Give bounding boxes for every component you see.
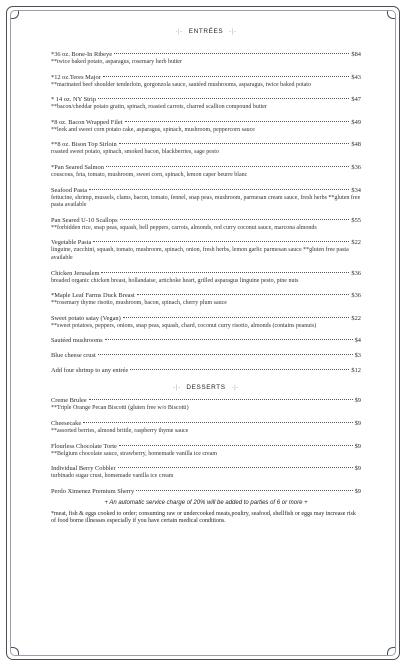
dot-leader: [137, 294, 350, 295]
menu-item: [51, 51, 361, 67]
ornament-icon: -|-: [229, 29, 237, 35]
menu-item-price: $55: [351, 216, 361, 224]
ornament-icon: -|-: [175, 29, 183, 35]
desserts-title: DESSERTS: [186, 384, 226, 392]
menu-item-row: [51, 420, 361, 428]
menu-item-name: **8 oz. Bison Top Sirloin: [51, 141, 117, 149]
service-charge-note: + An automatic service charge of 20% will be added to parties of 6 or more +: [104, 499, 308, 506]
menu-item-name: Sweet potato satay (Vegan): [51, 314, 121, 322]
dot-leader: [136, 490, 352, 491]
menu-item-description: **rosemary thyme risotto, mushroom, bacon, spinach, cherry plum sauce: [51, 300, 227, 307]
food-safety-footnote: *meat, fish & eggs cooked to order; consuming raw or undercooked meats,poultry, seafood, shellfish or eggs may increase risk of food borne illnesses especially if you have certain medical conditions.: [51, 510, 356, 525]
menu-item-row: [51, 367, 361, 375]
menu-item-price: $9: [354, 442, 361, 450]
menu-item-name: Cheesecake: [51, 419, 82, 427]
menu-item-name: Flourless Chocolate Torte: [51, 442, 117, 450]
menu-item-name: * 14 oz. NY Strip: [51, 96, 97, 104]
menu-item-description: **sweet potatoes, peppers, onions, snap peas, squash, chard, coconut curry risotto, almonds (contains peanuts): [51, 322, 317, 329]
menu-item: [51, 187, 361, 210]
menu-item-price: $22: [351, 239, 361, 247]
menu-item-row: [51, 141, 361, 149]
menu-item-name: Individual Berry Cobbler: [51, 465, 116, 473]
menu-item-description: **bacon/cheddar potato gratin, spinach, roasted carrots, charred scallion compound butter: [51, 104, 267, 111]
menu-item: [51, 352, 361, 360]
menu-item-row: [51, 465, 361, 473]
menu-item: [51, 465, 361, 481]
menu-item: [51, 420, 361, 436]
menu-item-row: [51, 187, 361, 195]
menu-item: [51, 315, 361, 331]
menu-item: [51, 367, 361, 375]
dot-leader: [93, 241, 349, 242]
menu-item-name: Blue cheese crust: [51, 352, 96, 360]
menu-item-name: *Pan Seared Salmon: [51, 163, 104, 171]
menu-item: [51, 270, 361, 286]
menu-item-row: [51, 488, 361, 496]
menu-item-price: $9: [354, 465, 361, 473]
dot-leader: [89, 399, 353, 400]
menu-item: [51, 337, 361, 345]
menu-item-price: $34: [351, 186, 361, 194]
menu-item: [51, 443, 361, 459]
menu-item-price: $22: [351, 314, 361, 322]
menu-item-row: [51, 337, 361, 345]
menu-item-description: fettucine, shrimp, mussels, clams, bacon, tomato, fennel, snap peas, mushroom, parmesan cream sauce, fresh herbs **gluten free pasta available: [51, 194, 361, 209]
menu-item-row: [51, 164, 361, 172]
menu-item-name: Sautéed mushrooms: [51, 337, 103, 345]
menu-item-description: linguine, zucchini, squash, tomato, mushroom, spinach, onion, fresh herbs, lemon garlic parmesan sauce **gluten free pasta available: [51, 247, 349, 261]
menu-item-price: $9: [354, 487, 361, 495]
menu-item-name: *12 oz.Teres Major: [51, 73, 101, 81]
menu-item-price: $9: [354, 397, 361, 405]
menu-item-price: $12: [351, 367, 361, 375]
dot-leader: [98, 354, 353, 355]
menu-item: [51, 292, 361, 308]
menu-item-row: [51, 315, 361, 323]
menu-item-row: [51, 96, 361, 104]
menu-item: [51, 74, 361, 90]
menu-item: [51, 397, 361, 413]
menu-item-name: Chicken Jerusalem: [51, 269, 100, 277]
menu-item-name: *8 oz. Bacon Wrapped Filet: [51, 118, 123, 126]
menu-item-row: [51, 217, 361, 225]
menu-item-description: **marinated beef shoulder tenderloin, gorgonzola sauce, sautéed mushrooms, asparagus, twice baked potato: [51, 81, 311, 88]
menu-item-description: **assorted berries, almond brittle, raspberry thyme sauce: [51, 427, 189, 434]
menu-item-description: **leek and sweet corn potato cake, asparagus, spinach, mushroom, peppercorn sauce: [51, 126, 255, 133]
desserts-heading: [51, 384, 361, 391]
menu-item: [51, 164, 361, 180]
entree-list: [51, 51, 361, 375]
menu-item-price: $47: [351, 96, 361, 104]
menu-item-description: roasted sweet potato, spinach, smoked bacon, blackberries, sage pesto: [51, 149, 219, 156]
dot-leader: [119, 143, 350, 144]
menu-item-description: **Triple Orange Pecan Biscotti (gluten free w/o Biscotti): [51, 405, 189, 412]
dot-leader: [120, 219, 350, 220]
menu-item-name: Add four shrimp to any entrée: [51, 367, 129, 375]
menu-item: [51, 96, 361, 112]
menu-content: [51, 28, 361, 526]
menu-item-name: Pan Seared U-10 Scallops: [51, 216, 118, 224]
dot-leader: [114, 53, 349, 54]
menu-item-description: **twice baked potato, asparagus, rosemary herb butter: [51, 59, 182, 65]
entrees-title: ENTRÉES: [188, 28, 224, 35]
menu-item: [51, 239, 361, 262]
dot-leader: [123, 317, 350, 318]
menu-item-row: [51, 119, 361, 127]
menu-item-name: Perdo Ximenez Premium Sherry: [51, 487, 135, 495]
dot-leader: [119, 445, 353, 446]
dot-leader: [125, 121, 350, 122]
dot-leader: [101, 272, 349, 273]
menu-item-row: [51, 270, 361, 278]
dot-leader: [103, 76, 350, 77]
ornament-icon: -|-: [231, 385, 239, 392]
menu-item-row: [51, 74, 361, 82]
menu-item-price: $36: [351, 269, 361, 277]
menu-item-description: breaded organic chicken breast, hollandaise, artichoke heart, grilled asparagus linguine pesto, pine nuts: [51, 277, 299, 284]
menu-item-description: couscous, feta, tomato, mushroom, sweet corn, spinach, lemon caper beurre blanc: [51, 171, 248, 178]
menu-item-price: $3: [354, 352, 361, 360]
menu-item: [51, 119, 361, 135]
dot-leader: [89, 189, 349, 190]
dot-leader: [83, 422, 352, 423]
menu-item-name: *Maple Leaf Farms Duck Breast: [51, 292, 135, 300]
dot-leader: [118, 467, 353, 468]
menu-item-description: **forbidden rice, snap peas, squash, bell peppers, carrots, almonds, red curry coconut sauce, marcona almonds: [51, 224, 317, 231]
menu-item: [51, 141, 361, 157]
menu-item-price: $43: [351, 73, 361, 81]
menu-item-price: $9: [354, 419, 361, 427]
ornament-icon: -|-: [173, 385, 181, 392]
menu-item-price: $49: [351, 118, 361, 126]
menu-item-description: **Belgium chocolate sauce, strawberry, homemade vanilla ice cream: [51, 450, 218, 457]
menu-item: [51, 217, 361, 233]
dot-leader: [130, 369, 349, 370]
menu-item-row: [51, 51, 361, 59]
dot-leader: [106, 166, 350, 167]
menu-item-price: $4: [354, 337, 361, 345]
menu-item-description: turbinado sugar crust, homemade vanilla ice cream: [51, 473, 174, 480]
desserts-section: [51, 384, 361, 495]
menu-item-row: [51, 352, 361, 360]
dot-leader: [105, 339, 353, 340]
menu-item-name: *36 oz. Bone-In Ribeye: [51, 51, 113, 58]
menu-item: [51, 488, 361, 496]
entrees-heading: [51, 28, 361, 35]
menu-item-name: Seafood Pasta: [51, 186, 88, 194]
menu-item-price: $48: [351, 141, 361, 149]
menu-item-name: Vegetable Pasta: [51, 239, 92, 247]
dessert-list: [51, 397, 361, 495]
entrees-section: [51, 28, 361, 375]
menu-item-row: [51, 443, 361, 451]
menu-item-price: $36: [351, 163, 361, 171]
menu-item-price: $84: [351, 51, 361, 58]
dot-leader: [98, 98, 349, 99]
menu-item-price: $36: [351, 292, 361, 300]
menu-item-name: Creme Brulee: [51, 397, 87, 405]
menu-item-row: [51, 292, 361, 300]
